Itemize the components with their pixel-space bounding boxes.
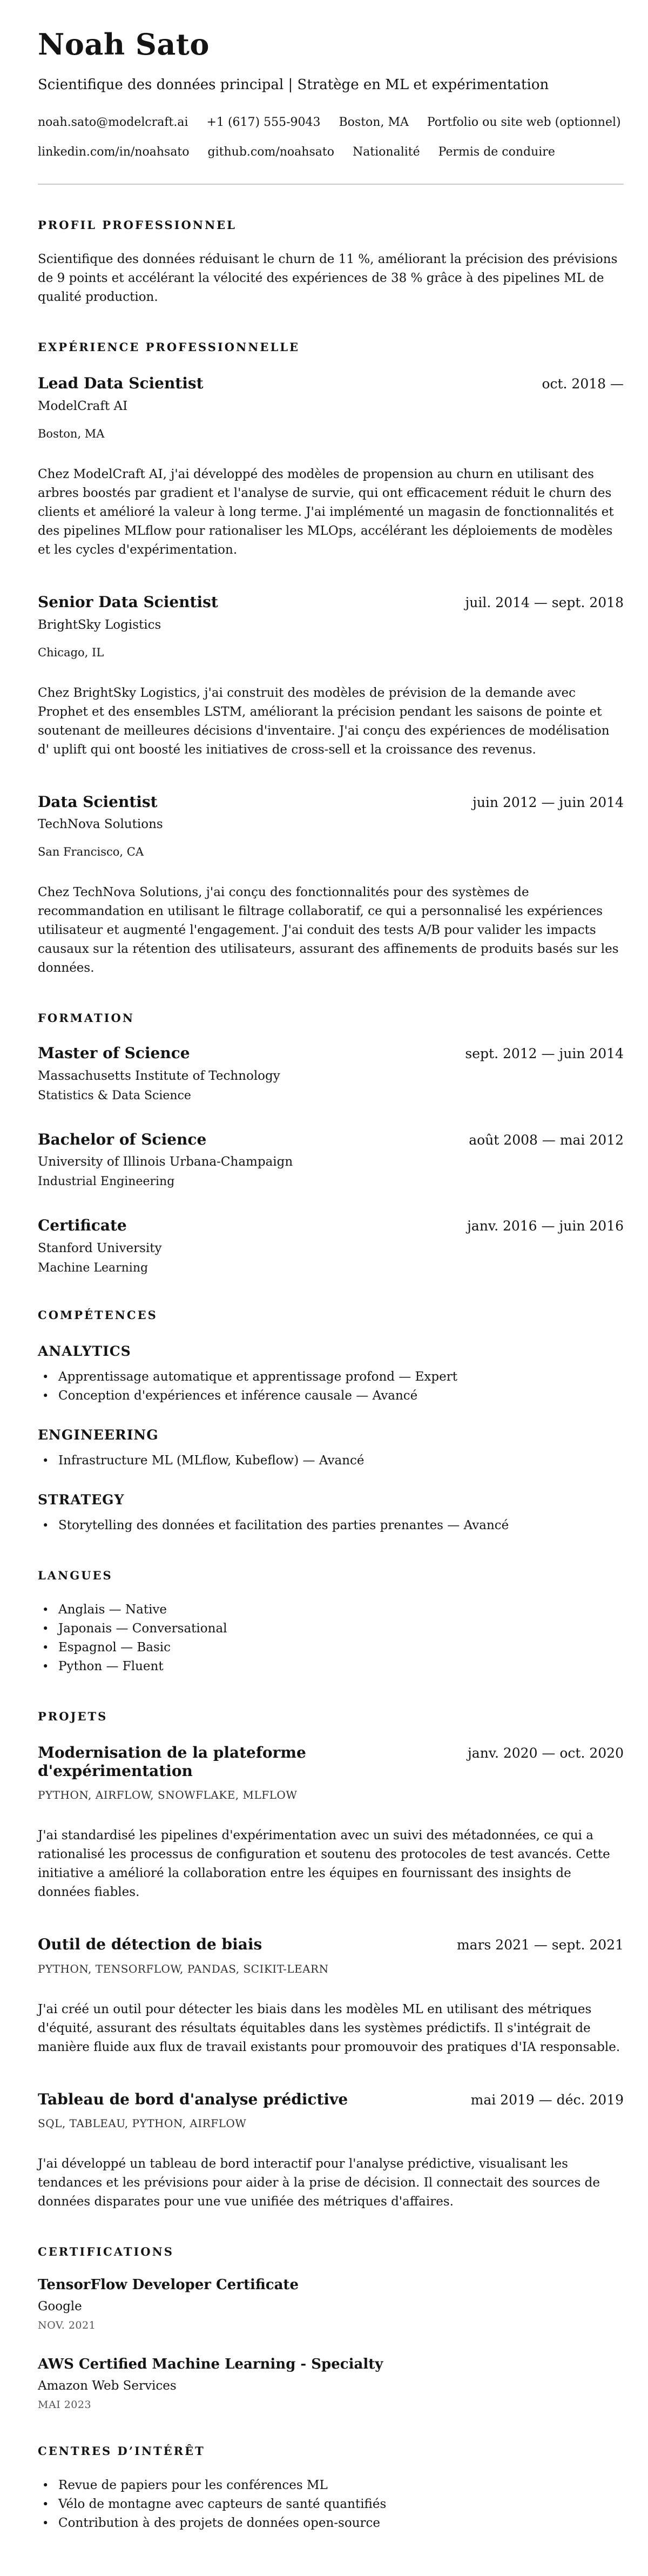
education-school: Stanford University (38, 1241, 162, 1256)
skill-group-analytics: ANALYTICS (38, 1343, 131, 1360)
skill-item: • Infrastructure ML (MLflow, Kubeflow) — Avancé (38, 1451, 624, 1470)
interest-list (38, 2476, 624, 2533)
certification-title: TensorFlow Developer Certificate (38, 2277, 299, 2293)
job-dates: juin 2012 — juin 2014 (473, 794, 624, 810)
project-entry-header (38, 1744, 624, 1780)
skill-item: • Storytelling des données et facilitation des parties prenantes — Avancé (38, 1516, 624, 1535)
contact-location: Boston, MA (339, 116, 409, 130)
project-dates: mai 2019 — déc. 2019 (470, 2091, 624, 2108)
resume-header (38, 29, 624, 159)
experience-heading: EXPÉRIENCE PROFESSIONNELLE (38, 340, 300, 354)
section-languages (38, 1569, 624, 1676)
certification-entry-1 (38, 2277, 624, 2331)
education-entry-3 (38, 1216, 624, 1275)
job-location: San Francisco, CA (38, 845, 144, 859)
project-dates: janv. 2020 — oct. 2020 (468, 1745, 624, 1761)
project-entry-header (38, 1935, 624, 1954)
job-company: BrightSky Logistics (38, 617, 161, 632)
contact-driving-license: Permis de conduire (438, 145, 555, 159)
section-interests (38, 2444, 624, 2533)
languages-heading: LANGUES (38, 1569, 113, 1583)
education-dates: janv. 2016 — juin 2016 (467, 1218, 624, 1234)
education-field: Industrial Engineering (38, 1175, 175, 1189)
job-title: Data Scientist (38, 792, 158, 811)
language-item: • Japonais — Conversational (38, 1619, 624, 1638)
job-entry-header (38, 374, 624, 393)
skills-heading: COMPÉTENCES (38, 1308, 158, 1322)
job-company: ModelCraft AI (38, 399, 128, 414)
project-title: Tableau de bord d'analyse prédictive (38, 2090, 348, 2108)
education-entry-1 (38, 1044, 624, 1102)
education-entry-2 (38, 1131, 624, 1189)
language-item: • Anglais — Native (38, 1600, 624, 1619)
profile-summary: Scientifique des données réduisant le churn de 11 %, améliorant la précision des prévisions de 9 points et accélérant la vélocité des expériences de 38 % grâce à des pipelines ML de qualité production. (38, 252, 618, 305)
education-degree: Certificate (38, 1216, 127, 1235)
education-entry-header (38, 1044, 624, 1062)
education-heading: FORMATION (38, 1011, 134, 1025)
language-item: • Espagnol — Basic (38, 1638, 624, 1657)
interest-item: • Revue de papiers pour les conférences ML (38, 2476, 624, 2495)
skill-item: • Conception d'expériences et inférence causale — Avancé (38, 1387, 624, 1405)
job-company: TechNova Solutions (38, 817, 163, 832)
project-entry-2 (38, 1935, 624, 2057)
contact-github: github.com/noahsato (207, 145, 334, 159)
profile-heading: PROFIL PROFESSIONNEL (38, 218, 237, 232)
project-title: Modernisation de la plateforme d'expérimentation (38, 1744, 306, 1780)
interest-item: • Vélo de montagne avec capteurs de santé quantifiés (38, 2495, 624, 2514)
job-dates: oct. 2018 — (542, 376, 624, 392)
project-entry-3 (38, 2090, 624, 2212)
job-entry-header (38, 793, 624, 811)
project-entry-1 (38, 1744, 624, 1902)
education-entry-header (38, 1216, 624, 1235)
education-field: Statistics & Data Science (38, 1088, 191, 1102)
certification-entry-2 (38, 2356, 624, 2411)
project-stack: PYTHON, AIRFLOW, SNOWFLAKE, MLFLOW (38, 1788, 298, 1802)
project-description: J'ai créé un outil pour détecter les biais dans les modèles ML en utilisant des métriques d'équité, assurant des résultats équitables dans les systèmes prédictifs. Il s'intégrait de manière fluide aux flux de travail existants pour promouvoir des pratiques d'IA responsable. (38, 2002, 620, 2054)
job-title: Lead Data Scientist (38, 374, 204, 393)
engineering-skill-list (38, 1451, 624, 1470)
project-description: J'ai développé un tableau de bord interactif pour l'analyse prédictive, visualisant les tendances et les prévisions pour aider à la prise de décision. Il connectait des sources de données disparates pour une vue unifiée des métriques d'affaires. (38, 2157, 600, 2209)
education-school: Massachusetts Institute of Technology (38, 1068, 280, 1083)
certification-date: NOV. 2021 (38, 2319, 96, 2332)
education-entry-header (38, 1131, 624, 1149)
job-description: Chez ModelCraft AI, j'ai développé des modèles de propension au churn en utilisant des arbres boostés par gradient et l'analyse de survie, qui ont efficacement réduit le churn des clients et amélioré la valeur à long terme. J'ai implémenté un magasin de fonctionnalités et des pipelines MLflow pour rationaliser les MLOps, accélérant les déploiements de modèles et les cycles d'expérimentation. (38, 467, 614, 557)
interest-item: • Contribution à des projets de données open-source (38, 2514, 624, 2533)
education-degree: Bachelor of Science (38, 1130, 207, 1148)
education-field: Machine Learning (38, 1261, 148, 1275)
job-entry-2 (38, 593, 624, 759)
job-entry-3 (38, 793, 624, 978)
contact-phone: +1 (617) 555-9043 (206, 116, 321, 130)
language-list (38, 1600, 624, 1676)
education-dates: août 2008 — mai 2012 (469, 1132, 624, 1148)
job-dates: juil. 2014 — sept. 2018 (465, 595, 624, 611)
skill-group-strategy: STRATEGY (38, 1492, 125, 1508)
project-description: J'ai standardisé les pipelines d'expérimentation avec un suivi des métadonnées, ce qui a rationalisé les processus de configuration et soutenu des protocoles de test avancés. Cette initiative a amélioré la collaboration entre les équipes en fournissant des insights de données fiables. (38, 1828, 610, 1900)
strategy-skill-list (38, 1516, 624, 1535)
contact-row-2 (38, 145, 624, 159)
certification-org: Amazon Web Services (38, 2379, 177, 2393)
language-item: • Python — Fluent (38, 1657, 624, 1676)
job-description: Chez BrightSky Logistics, j'ai construit des modèles de prévision de la demande avec Prophet et des ensembles LSTM, améliorant la précision pendant les saisons de pointe et soutenant de meilleures décisions d'inventaire. J'ai conçu des expériences de modélisation d' uplift qui ont boosté les initiatives de cross-sell et la croissance des revenus. (38, 685, 610, 757)
candidate-name: Noah Sato (38, 27, 210, 62)
education-school: University of Illinois Urbana-Champaign (38, 1155, 293, 1169)
contact-linkedin: linkedin.com/in/noahsato (38, 145, 190, 159)
project-dates: mars 2021 — sept. 2021 (456, 1937, 624, 1953)
project-stack: SQL, TABLEAU, PYTHON, AIRFLOW (38, 2117, 247, 2130)
project-title: Outil de détection de biais (38, 1935, 262, 1954)
job-location: Boston, MA (38, 427, 105, 441)
project-stack: PYTHON, TENSORFLOW, PANDAS, SCIKIT-LEARN (38, 1962, 329, 1975)
certification-org: Google (38, 2299, 82, 2314)
section-certifications (38, 2245, 624, 2411)
interests-heading: CENTRES D’INTÉRÊT (38, 2444, 205, 2458)
job-entry-1 (38, 374, 624, 560)
job-entry-header (38, 593, 624, 611)
section-education (38, 1011, 624, 1275)
section-projects (38, 1710, 624, 2211)
header-divider (38, 184, 624, 185)
contact-nationality: Nationalité (352, 145, 420, 159)
section-skills (38, 1308, 624, 1535)
contact-row-1 (38, 116, 624, 129)
analytics-skill-list (38, 1368, 624, 1405)
education-degree: Master of Science (38, 1044, 190, 1062)
contact-website: Portfolio ou site web (optionnel) (427, 116, 621, 130)
certifications-heading: CERTIFICATIONS (38, 2245, 174, 2259)
job-description: Chez TechNova Solutions, j'ai conçu des fonctionnalités pour des systèmes de recommandation en utilisant le filtrage collaboratif, ce qui a personnalisé les expériences utilisateur et augmenté l'engagement. J'ai conduit des tests A/B pour valider les impacts causaux sur la rétention des utilisateurs, assurant des affinements de produits basés sur les données. (38, 885, 619, 976)
section-profile (38, 218, 624, 307)
project-entry-header (38, 2090, 624, 2109)
candidate-title: Scientifique des données principal | Stratège en ML et expérimentation (38, 76, 549, 93)
skill-group-engineering: ENGINEERING (38, 1427, 159, 1443)
education-dates: sept. 2012 — juin 2014 (465, 1046, 624, 1062)
contact-email: noah.sato@modelcraft.ai (38, 116, 188, 130)
certification-date: MAI 2023 (38, 2399, 92, 2411)
job-title: Senior Data Scientist (38, 593, 218, 611)
job-location: Chicago, IL (38, 645, 104, 659)
projects-heading: PROJETS (38, 1710, 108, 1724)
certification-title: AWS Certified Machine Learning - Specialty (38, 2356, 383, 2373)
section-experience (38, 340, 624, 978)
skill-item: • Apprentissage automatique et apprentissage profond — Expert (38, 1368, 624, 1387)
